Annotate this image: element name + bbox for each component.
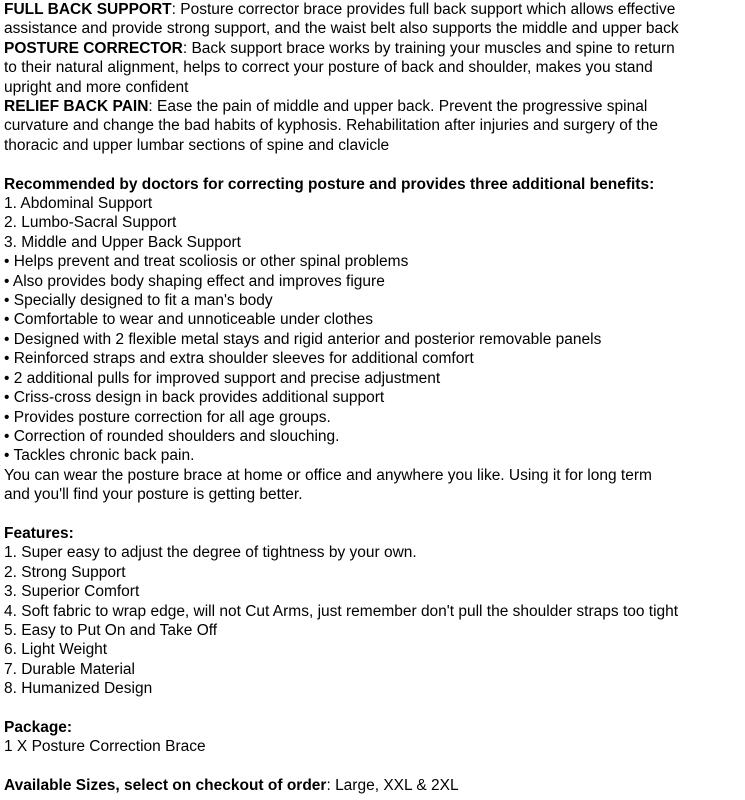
feature-item: 2. Strong Support xyxy=(4,563,126,581)
spacer xyxy=(4,505,741,524)
features-section xyxy=(4,524,741,699)
feature-item: 1. Super easy to adjust the degree of tightness by your own. xyxy=(4,544,417,562)
spacer xyxy=(4,699,741,718)
text-line: thoracic and upper lumbar sections of spine and clavicle xyxy=(4,136,390,154)
closing-line: You can wear the posture brace at home or office and anywhere you like. Using it for long term xyxy=(4,466,652,484)
spacer xyxy=(4,757,741,776)
feature-item: 4. Soft fabric to wrap edge, will not Cut Arms, just remember don't pull the shoulder straps too tight xyxy=(4,602,679,620)
package-content: 1 X Posture Correction Brace xyxy=(4,738,206,756)
recommended-heading: Recommended by doctors for correcting posture and provides three additional benefits: xyxy=(4,175,655,193)
numbered-item: 1. Abdominal Support xyxy=(4,195,153,213)
relief-back-pain-heading: RELIEF BACK PAIN xyxy=(4,98,149,116)
package-heading: Package: xyxy=(4,718,73,736)
feature-item: 8. Humanized Design xyxy=(4,680,153,698)
text-line: curvature and change the bad habits of kyphosis. Rehabilitation after injuries and surgery of the xyxy=(4,117,658,135)
bullet-item: • Comfortable to wear and unnoticeable under clothes xyxy=(4,311,374,329)
feature-item: 6. Light Weight xyxy=(4,641,108,659)
recommended-section xyxy=(4,175,741,505)
text-line: assistance and provide strong support, and the waist belt also supports the middle and upper back xyxy=(4,20,679,38)
feature-item: 5. Easy to Put On and Take Off xyxy=(4,621,218,639)
bullet-item: • Designed with 2 flexible metal stays and rigid anterior and posterior removable panels xyxy=(4,330,602,348)
text-line: FULL BACK SUPPORT: Posture corrector brace provides full back support which allows effective xyxy=(4,1,676,18)
spacer xyxy=(4,155,741,174)
numbered-item: 2. Lumbo-Sacral Support xyxy=(4,214,177,232)
text-line: RELIEF BACK PAIN: Ease the pain of middle and upper back. Prevent the progressive spinal xyxy=(4,98,648,116)
text-line: to their natural alignment, helps to correct your posture of back and shoulder, makes you stand xyxy=(4,59,653,77)
features-heading: Features: xyxy=(4,524,74,542)
bullet-item: • Correction of rounded shoulders and slouching. xyxy=(4,427,340,445)
sizes-content: : Large, XXL & 2XL xyxy=(326,777,459,795)
text-line: upright and more confident xyxy=(4,78,189,96)
relief-back-pain-paragraph xyxy=(4,97,741,155)
bullet-item: • Reinforced straps and extra shoulder sleeves for additional comfort xyxy=(4,350,474,368)
sizes-section xyxy=(4,776,741,795)
bullet-item: • Provides posture correction for all age groups. xyxy=(4,408,331,426)
bullet-item: • Specially designed to fit a man's body xyxy=(4,292,273,310)
text-line: POSTURE CORRECTOR: Back support brace works by training your muscles and spine to return xyxy=(4,39,675,57)
bullet-item: • Helps prevent and treat scoliosis or other spinal problems xyxy=(4,253,409,271)
closing-line: and you'll find your posture is getting better. xyxy=(4,486,303,504)
feature-item: 3. Superior Comfort xyxy=(4,583,140,601)
bullet-item: • Criss-cross design in back provides additional support xyxy=(4,389,385,407)
bullet-item: • Tackles chronic back pain. xyxy=(4,447,195,465)
posture-corrector-paragraph xyxy=(4,39,741,97)
package-section xyxy=(4,718,741,757)
full-back-support-heading: FULL BACK SUPPORT xyxy=(4,1,172,18)
posture-corrector-heading: POSTURE CORRECTOR xyxy=(4,39,183,57)
numbered-item: 3. Middle and Upper Back Support xyxy=(4,233,241,251)
sizes-heading: Available Sizes, select on checkout of order xyxy=(4,777,327,795)
full-back-support-paragraph xyxy=(4,0,741,39)
feature-item: 7. Durable Material xyxy=(4,660,135,678)
bullet-item: • 2 additional pulls for improved support and precise adjustment xyxy=(4,369,441,387)
bullet-item: • Also provides body shaping effect and improves figure xyxy=(4,272,385,290)
